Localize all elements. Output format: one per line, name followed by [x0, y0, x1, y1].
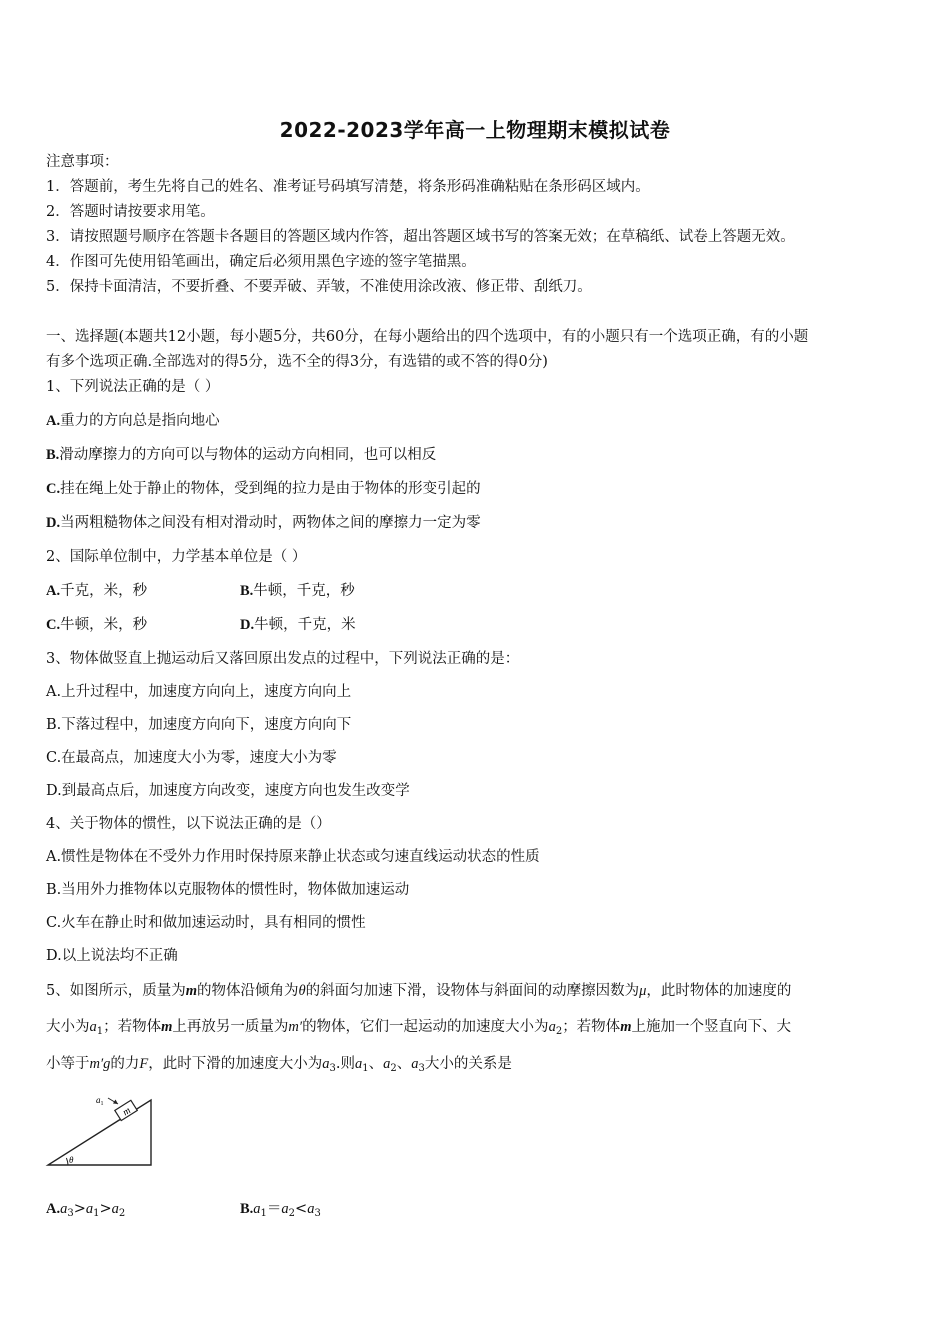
section-heading-line-2: 有多个选项正确.全部选对的得5分，选不全的得3分，有选错的或不答的得0分): [46, 354, 548, 370]
q3-option-a: A.上升过程中，加速度方向向上，速度方向向上: [46, 684, 352, 700]
option-letter: A.: [46, 1201, 61, 1217]
option-letter: B.: [240, 583, 254, 599]
text: 5、如图所示，质量为: [46, 983, 186, 999]
var-a: a: [411, 1056, 419, 1072]
option-text: 牛顿，千克，秒: [253, 583, 355, 599]
q4-option-a: A.惯性是物体在不受外力作用时保持原来静止状态或匀速直线运动状态的性质: [46, 849, 540, 865]
text: 上施加一个竖直向下、大: [631, 1019, 791, 1035]
subscript: 3: [418, 1063, 425, 1074]
text: ；若物体: [562, 1019, 621, 1035]
notice-item-2: 2．答题时请按要求用笔。: [46, 204, 215, 220]
q3-option-d: D.到最高点后，加速度方向改变，速度方向也发生改变学: [46, 783, 410, 799]
q3-option-b: B.下落过程中，加速度方向向下，速度方向向下: [46, 717, 352, 733]
var-a: a: [355, 1056, 363, 1072]
text: 的力: [110, 1056, 140, 1072]
q1-stem: 1、下列说法正确的是（ ）: [46, 379, 220, 395]
q4-option-d: D.以上说法均不正确: [46, 948, 178, 964]
q1-option-b: [46, 445, 436, 465]
option-letter: B.: [46, 447, 60, 463]
text: ，此时物体的加速度的: [646, 983, 792, 999]
subscript: 1: [96, 1026, 104, 1037]
var-F: F: [139, 1056, 149, 1072]
var-a: a: [89, 1019, 97, 1035]
q5-option-b: [240, 1199, 321, 1224]
q2-option-d: [240, 615, 356, 635]
text: 大小的关系是: [424, 1056, 512, 1072]
var-mu: μ: [639, 983, 647, 999]
option-text: 挂在绳上处于静止的物体，受到绳的拉力是由于物体的形变引起的: [60, 481, 481, 497]
q2-option-a: [46, 581, 147, 601]
fig-a: a: [96, 1095, 101, 1105]
var-m: m: [161, 1019, 173, 1035]
text: 、: [368, 1056, 384, 1072]
notice-item-4: 4．作图可先使用铅笔画出，确定后必须用黑色字迹的签字笔描黑。: [46, 254, 476, 270]
var-a: a: [383, 1056, 391, 1072]
option-letter: D.: [240, 617, 255, 633]
text: 的斜面匀加速下滑，设物体与斜面间的动摩擦因数为: [305, 983, 640, 999]
option-text: 牛顿，米，秒: [60, 617, 148, 633]
var-a: a: [60, 1201, 68, 1217]
angle-label: θ: [69, 1155, 74, 1165]
option-text: 重力的方向总是指向地心: [60, 413, 220, 429]
option-text: 千克，米，秒: [60, 583, 148, 599]
q5-stem-line-1: [46, 981, 791, 1001]
var-a: a: [281, 1201, 289, 1217]
subscript: 3: [329, 1063, 336, 1074]
var-a: a: [253, 1201, 261, 1217]
text: 上再放另一质量为: [172, 1019, 289, 1035]
q2-option-b: [240, 581, 355, 601]
option-letter: A.: [46, 413, 61, 429]
var-a: a: [307, 1201, 315, 1217]
var-a: a: [322, 1056, 330, 1072]
text: 小等于: [46, 1056, 90, 1072]
angle-arc: [66, 1158, 68, 1165]
q4-option-b: B.当用外力推物体以克服物体的惯性时，物体做加速运动: [46, 882, 410, 898]
q3-option-c: C.在最高点，加速度大小为零，速度大小为零: [46, 750, 337, 766]
block: [115, 1100, 138, 1121]
symbol: <: [295, 1201, 308, 1217]
fig-subscript: 1: [100, 1101, 104, 1107]
subscript: 2: [118, 1208, 126, 1219]
subscript: 2: [555, 1026, 563, 1037]
subscript: 3: [314, 1208, 321, 1219]
option-text: 滑动摩擦力的方向可以与物体的运动方向相同，也可以相反: [59, 447, 437, 463]
text: 的物体沿倾角为: [197, 983, 299, 999]
text: ，此时下滑的加速度大小为: [148, 1056, 323, 1072]
q3-stem: 3、物体做竖直上抛运动后又落回原出发点的过程中，下列说法正确的是：: [46, 651, 520, 667]
text: .则: [335, 1056, 355, 1072]
option-text: 当两粗糙物体之间没有相对滑动时，两物体之间的摩擦力一定为零: [60, 515, 481, 531]
text: 、: [396, 1056, 412, 1072]
var-m: m: [620, 1019, 632, 1035]
acceleration-label: [96, 1095, 104, 1107]
q5-stem-line-2: [46, 1017, 791, 1042]
option-letter: C.: [46, 617, 61, 633]
subscript: 2: [288, 1208, 296, 1219]
notice-heading: 注意事项：: [46, 154, 119, 170]
var-theta: θ: [298, 983, 306, 999]
var-a: a: [85, 1201, 94, 1217]
subscript: 1: [93, 1208, 100, 1219]
text: 大小为: [46, 1019, 90, 1035]
q2-option-c: [46, 615, 147, 635]
var-a: a: [111, 1201, 119, 1217]
var-m-prime: m′: [288, 1019, 303, 1035]
subscript: 1: [260, 1208, 267, 1219]
symbol: >: [99, 1201, 112, 1217]
text: 的物体，它们一起运动的加速度大小为: [302, 1019, 549, 1035]
q5-stem-line-3: [46, 1054, 512, 1079]
option-letter: C.: [46, 481, 61, 497]
section-heading-line-1: 一、选择题(本题共12小题，每小题5分，共60分，在每小题给出的四个选项中，有的小题只有一个选项正确，有的小题: [46, 329, 809, 345]
symbol: ＝: [266, 1201, 282, 1217]
option-letter: D.: [46, 515, 61, 531]
q4-option-c: C.火车在静止时和做加速运动时，具有相同的惯性: [46, 915, 366, 931]
notice-item-1: 1．答题前，考生先将自己的姓名、准考证号码填写清楚，将条形码准确粘贴在条形码区域内。: [46, 179, 650, 195]
var-a: a: [548, 1019, 556, 1035]
q5-option-a: [46, 1199, 125, 1224]
var-mg: m′g: [89, 1056, 111, 1072]
subscript: 2: [390, 1063, 397, 1074]
text: ；若物体: [103, 1019, 162, 1035]
q2-stem: 2、国际单位制中，力学基本单位是（ ）: [46, 549, 307, 565]
q1-option-a: [46, 411, 220, 431]
subscript: 1: [362, 1063, 369, 1074]
option-letter: B.: [240, 1201, 254, 1217]
notice-item-5: 5．保持卡面清洁，不要折叠、不要弄破、弄皱，不准使用涂改液、修正带、刮纸刀。: [46, 279, 592, 295]
incline-figure: [44, 1090, 156, 1170]
block-mass-label: m: [120, 1105, 133, 1119]
symbol: >: [73, 1201, 86, 1217]
q4-stem: 4、关于物体的惯性，以下说法正确的是（）: [46, 816, 331, 832]
notice-item-3: 3．请按照题号顺序在答题卡各题目的答题区域内作答，超出答题区域书写的答案无效；在草稿纸、试卷上答题无效。: [46, 229, 795, 245]
option-text: 牛顿，千克，米: [254, 617, 356, 633]
subscript: 3: [67, 1208, 74, 1219]
q1-option-c: [46, 479, 481, 499]
option-letter: A.: [46, 583, 61, 599]
page-title: 2022-2023学年高一上物理期末模拟试卷: [279, 118, 671, 142]
q1-option-d: [46, 513, 481, 533]
var-m: m: [185, 983, 198, 999]
